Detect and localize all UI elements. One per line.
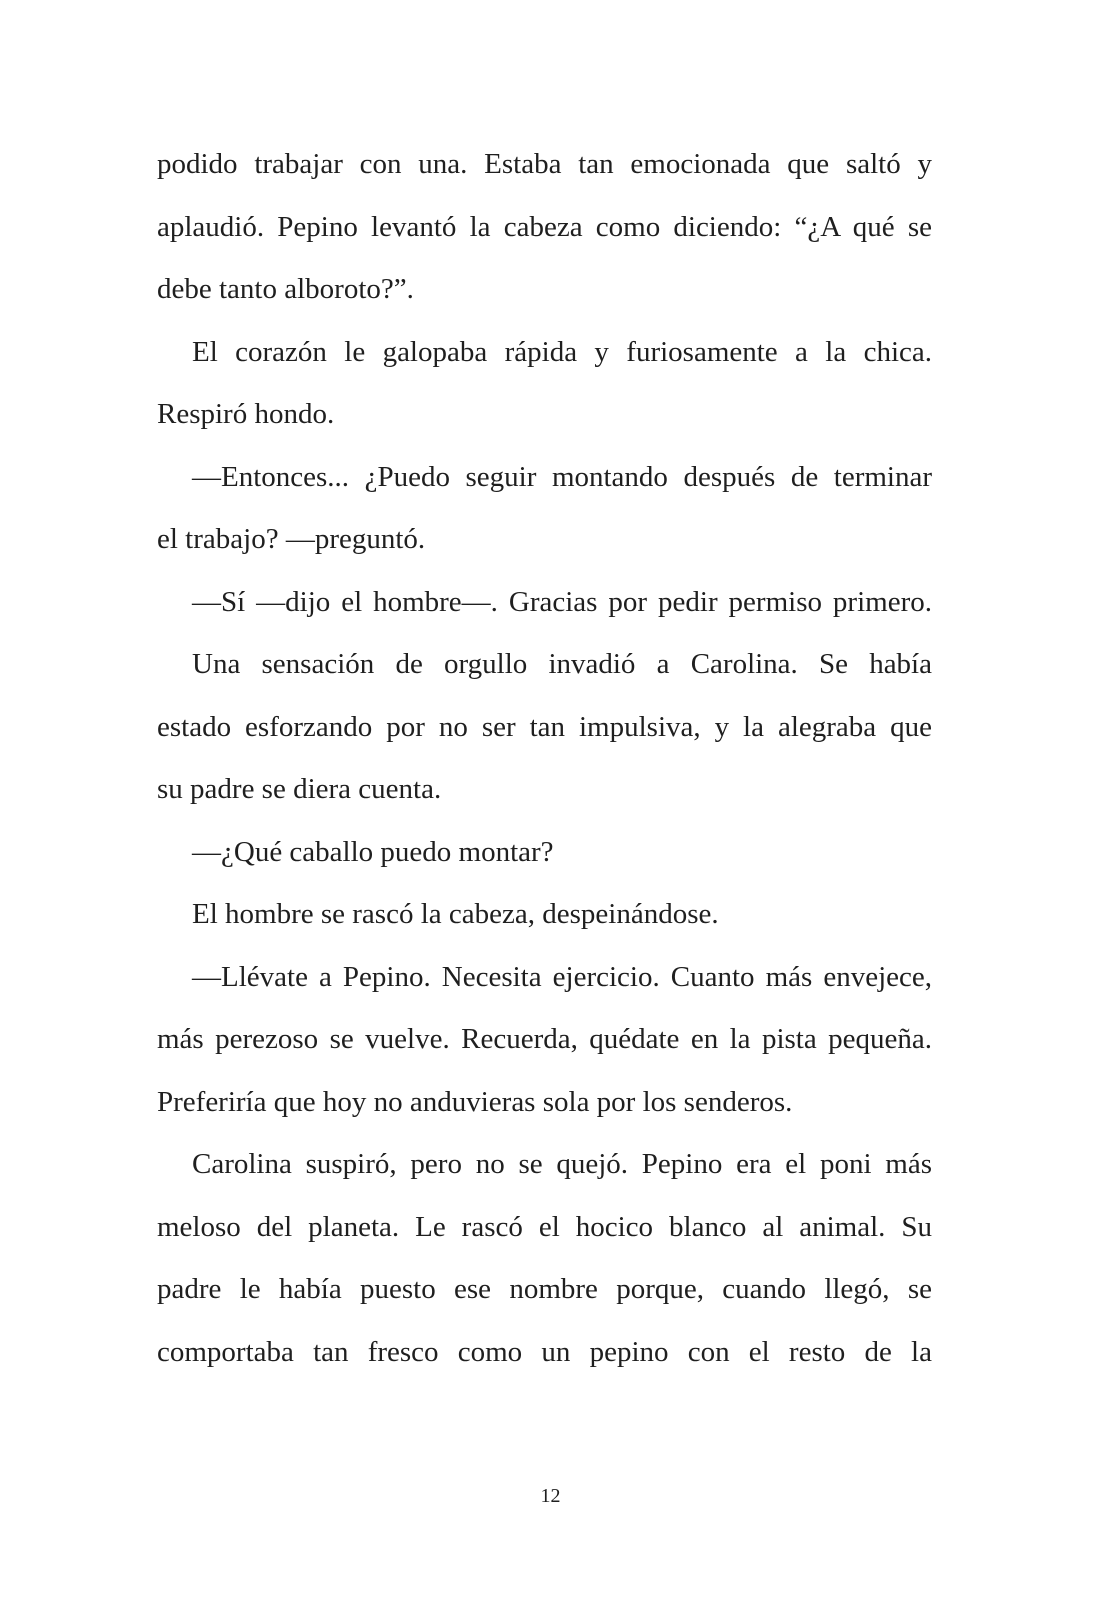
- text-line: comportaba tan fresco como un pepino con el resto de la: [157, 1335, 932, 1368]
- text-line: Una sensación de orgullo invadió a Carolina. Se había: [192, 648, 932, 680]
- text-line: El corazón le galopaba rápida y furiosamente a la chica.: [192, 335, 932, 368]
- page-number: 12: [540, 1485, 561, 1507]
- text-line: más perezoso se vuelve. Recuerda, quédate en la pista pequeña.: [157, 1023, 932, 1055]
- body-text: [157, 133, 932, 1383]
- text-line: padre le había puesto ese nombre porque, cuando llegó, se: [157, 1273, 932, 1305]
- text-line: —Llévate a Pepino. Necesita ejercicio. Cuanto más envejece,: [192, 960, 932, 993]
- text-line: Carolina suspiró, pero no se quejó. Pepino era el poni más: [192, 1148, 932, 1180]
- text-line: Preferiría que hoy no anduvieras sola por los senderos.: [157, 1085, 793, 1118]
- text-line: aplaudió. Pepino levantó la cabeza como diciendo: “¿A qué se: [157, 210, 932, 243]
- text-line: —¿Qué caballo puedo montar?: [192, 835, 554, 868]
- text-line: su padre se diera cuenta.: [157, 773, 442, 805]
- text-line: el trabajo? —preguntó.: [157, 523, 426, 555]
- text-line: Respiró hondo.: [157, 398, 335, 430]
- text-line: —Sí —dijo el hombre—. Gracias por pedir permiso primero.: [192, 585, 932, 618]
- text-line: debe tanto alboroto?”.: [157, 273, 414, 305]
- text-line: El hombre se rascó la cabeza, despeinándose.: [192, 898, 719, 930]
- text-line: estado esforzando por no ser tan impulsiva, y la alegraba que: [157, 710, 932, 743]
- text-line: —Entonces... ¿Puedo seguir montando después de terminar: [192, 460, 932, 493]
- text-line: meloso del planeta. Le rascó el hocico blanco al animal. Su: [157, 1210, 932, 1243]
- text-line: podido trabajar con una. Estaba tan emocionada que saltó y: [157, 148, 932, 180]
